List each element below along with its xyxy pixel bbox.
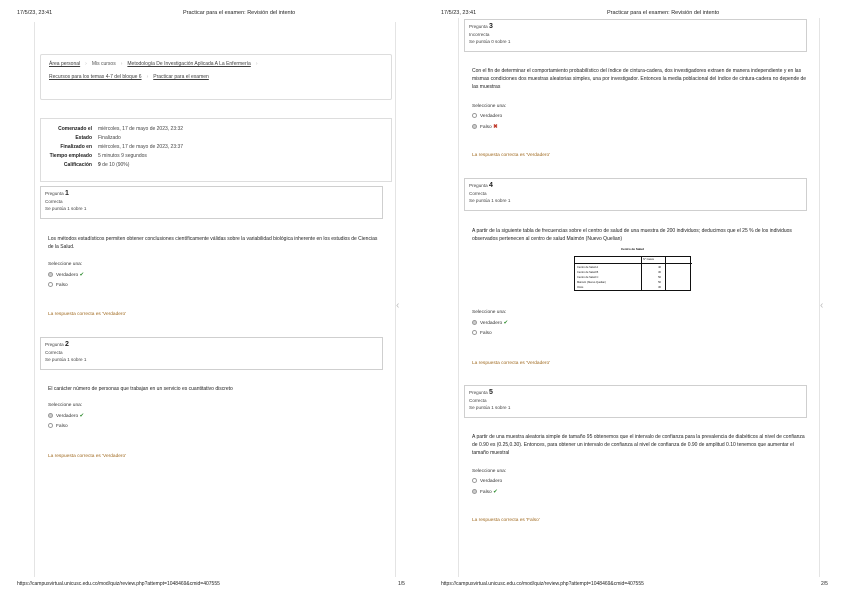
radio-icon[interactable] bbox=[472, 330, 477, 335]
correct-answer-5: La respuesta correcta es 'Falso' bbox=[472, 518, 540, 523]
question-status: Correcta bbox=[45, 349, 63, 355]
option-false[interactable] bbox=[472, 329, 508, 339]
freq-table-frame bbox=[574, 256, 691, 291]
correct-answer-2: La respuesta correcta es 'Verdadero' bbox=[48, 454, 127, 459]
breadcrumb-resources[interactable]: Recursos para los temas 4-7 del bloque 6 bbox=[49, 74, 142, 80]
summary-label: Calificación bbox=[63, 161, 92, 168]
question-points: Se puntúa 1 sobre 1 bbox=[469, 198, 511, 203]
freq-row-value: 40 bbox=[658, 266, 661, 269]
radio-icon[interactable] bbox=[48, 272, 53, 277]
question-points: Se puntúa 1 sobre 1 bbox=[45, 206, 87, 211]
option-false[interactable] bbox=[48, 281, 84, 291]
radio-icon[interactable] bbox=[472, 124, 477, 129]
option-label: Verdadero bbox=[480, 321, 503, 326]
option-false[interactable] bbox=[48, 422, 84, 432]
footer-page-number: 2/5 bbox=[821, 581, 828, 587]
question-number: 3 bbox=[488, 23, 493, 30]
option-label: Falso bbox=[480, 331, 492, 336]
correct-answer-4: La respuesta correcta es 'Verdadero' bbox=[472, 361, 551, 366]
question-text-3: Con el fin de determinar el comportamiento probabilístico del índice de cintura-cadera, dos investigadores extraen de manera independiente y en las mismas condiciones dos muestras aleatorias simples, una por investigador. Entonces la media poblacional del índice de cintura-cadera no depende de las muestras bbox=[472, 68, 807, 90]
option-label: Falso bbox=[480, 490, 492, 495]
question-status: Correcta bbox=[45, 198, 63, 204]
select-one-label: Seleccione una: bbox=[472, 104, 507, 109]
attempt-summary bbox=[40, 118, 392, 182]
freq-table-divider bbox=[575, 263, 692, 264]
breadcrumb-course[interactable]: Metodología De Investigación Aplicada A La Enfermería bbox=[127, 61, 251, 67]
freq-row-label: Maimón (Nuevo Quelian) bbox=[577, 281, 606, 284]
radio-icon[interactable] bbox=[472, 489, 477, 494]
question-options-3 bbox=[472, 102, 506, 133]
freq-row-value: 50 bbox=[658, 276, 661, 279]
breadcrumb-quiz[interactable]: Practicar para el examen bbox=[153, 74, 209, 80]
freq-row-label: Centro de Salud B bbox=[577, 271, 599, 274]
summary-label: Tiempo empleado bbox=[49, 152, 92, 159]
freq-row-label: Centro de Salud A bbox=[577, 266, 599, 269]
freq-table-values bbox=[645, 265, 661, 290]
question-status: Incorrecta bbox=[469, 31, 490, 37]
chevron-right-icon[interactable]: ‹ bbox=[820, 300, 824, 311]
option-label: Verdadero bbox=[480, 479, 503, 484]
question-points: Se puntúa 1 sobre 1 bbox=[45, 357, 87, 362]
summary-value: miércoles, 17 de mayo de 2023, 23:37 bbox=[98, 143, 184, 150]
radio-icon[interactable] bbox=[472, 113, 477, 118]
question-info-1 bbox=[40, 186, 383, 219]
check-icon: ✔ bbox=[79, 272, 85, 278]
question-options-5 bbox=[472, 467, 506, 498]
question-title: Pregunta bbox=[469, 183, 488, 188]
question-number: 1 bbox=[64, 190, 69, 197]
option-true[interactable] bbox=[48, 411, 84, 422]
question-info-5 bbox=[464, 385, 807, 418]
header-date: 17/5/23, 23:41 bbox=[17, 10, 53, 16]
question-title: Pregunta bbox=[469, 390, 488, 395]
frequency-table-image bbox=[574, 247, 691, 292]
summary-label: Comenzado el bbox=[58, 125, 92, 132]
breadcrumb-separator: › bbox=[120, 61, 123, 67]
footer-url: https://campusvirtual.unicusc.edu.co/mod/quiz/review.php?attempt=1048469&cmid=407555 bbox=[17, 581, 220, 587]
question-status: Correcta bbox=[469, 190, 487, 196]
grade-value: 9 bbox=[98, 161, 101, 168]
summary-grade bbox=[98, 160, 183, 169]
summary-value: 5 minutos 9 segundos bbox=[98, 152, 147, 159]
cross-icon: ✖ bbox=[493, 124, 498, 130]
option-false[interactable] bbox=[472, 487, 506, 498]
option-true[interactable] bbox=[472, 112, 506, 122]
radio-icon[interactable] bbox=[48, 423, 53, 428]
question-points: Se puntúa 1 sobre 1 bbox=[469, 405, 511, 410]
question-info-2 bbox=[40, 337, 383, 370]
question-status: Correcta bbox=[469, 397, 487, 403]
question-text-2: El carácter número de personas que trabajan en un servicio es cuantitativo discreto bbox=[48, 386, 233, 392]
footer-page-number: 1/5 bbox=[398, 581, 405, 587]
question-number: 5 bbox=[488, 389, 493, 396]
radio-icon[interactable] bbox=[48, 413, 53, 418]
freq-table-caption: Centro de Salud bbox=[620, 247, 644, 251]
page-sheet bbox=[458, 18, 820, 577]
check-icon: ✔ bbox=[79, 413, 85, 419]
check-icon: ✔ bbox=[503, 320, 509, 326]
summary-value: miércoles, 17 de mayo de 2023, 23:32 bbox=[98, 125, 184, 132]
breadcrumb-separator: › bbox=[146, 74, 149, 80]
correct-answer-3: La respuesta correcta es 'Verdadero' bbox=[472, 153, 551, 158]
breadcrumb-area-personal[interactable]: Área personal bbox=[49, 61, 81, 67]
question-number: 2 bbox=[64, 341, 69, 348]
question-options-2 bbox=[48, 401, 84, 432]
radio-icon[interactable] bbox=[472, 320, 477, 325]
radio-icon[interactable] bbox=[472, 478, 477, 483]
option-true[interactable] bbox=[472, 318, 508, 329]
freq-table-labels bbox=[577, 265, 641, 290]
question-options-1 bbox=[48, 260, 84, 291]
breadcrumb-mis-cursos[interactable]: Mis cursos bbox=[91, 61, 116, 67]
question-info-4 bbox=[464, 178, 807, 211]
freq-row-label: Centro de Salud C bbox=[577, 276, 599, 279]
option-label: Falso bbox=[480, 125, 492, 130]
select-one-label: Seleccione una: bbox=[472, 310, 507, 315]
option-label: Falso bbox=[56, 424, 68, 429]
question-text-1: Los métodos estadísticos permiten obtener conclusiones científicamente válidas sobre la variabilidad biológica inherente en los estudios de Ciencias de la Salud. bbox=[48, 236, 378, 250]
pdf-page-2 bbox=[424, 0, 848, 599]
freq-row-label: Otros bbox=[577, 286, 584, 289]
summary-value: Finalizado bbox=[98, 134, 121, 141]
grade-rest: de 10 (90%) bbox=[102, 161, 130, 168]
option-label: Verdadero bbox=[56, 414, 79, 419]
footer-url: https://campusvirtual.unicusc.edu.co/mod/quiz/review.php?attempt=1048469&cmid=407555 bbox=[441, 581, 644, 587]
header-date: 17/5/23, 23:41 bbox=[441, 10, 477, 16]
summary-label: Estado bbox=[75, 134, 92, 141]
question-info-3 bbox=[464, 19, 807, 52]
freq-row-value: 30 bbox=[658, 271, 661, 274]
select-one-label: Seleccione una: bbox=[48, 403, 83, 408]
page-sheet bbox=[34, 22, 396, 577]
option-label: Verdadero bbox=[56, 273, 79, 278]
option-label: Verdadero bbox=[480, 114, 503, 119]
question-title: Pregunta bbox=[45, 191, 64, 196]
breadcrumb-separator: › bbox=[255, 61, 258, 67]
question-title: Pregunta bbox=[469, 24, 488, 29]
option-true[interactable] bbox=[472, 477, 506, 487]
question-number: 4 bbox=[488, 182, 493, 189]
check-icon: ✔ bbox=[493, 489, 498, 495]
question-text-4: A partir de la siguiente tabla de frecuencias sobre el centro de salud de una muestra de 200 individuos; deducimos que el 25 % de los individuos observados pertenecen al centro de salud Maimón (Nuevo Quelian) bbox=[472, 228, 792, 242]
select-one-label: Seleccione una: bbox=[472, 469, 507, 474]
option-true[interactable] bbox=[48, 270, 84, 281]
header-title: Practicar para el examen: Revisión del intento bbox=[607, 10, 720, 16]
question-text-5: A partir de una muestra aleatoria simple de tamaño 95 obtenemos que el intervalo de confianza para la prevalencia de diabéticos al nivel de confianza de 0.90 es (0.25,0.30). Entonces, para obtener un intervalo de confianza al nivel de confianza de 0.90 de amplitud 0.10 tenemos que aumentar el tamaño muestral bbox=[472, 434, 805, 456]
freq-row-value: 30 bbox=[658, 286, 661, 289]
breadcrumb bbox=[40, 54, 392, 100]
question-options-4 bbox=[472, 308, 508, 339]
question-title: Pregunta bbox=[45, 342, 64, 347]
correct-answer-1: La respuesta correcta es 'Verdadero' bbox=[48, 312, 127, 317]
radio-icon[interactable] bbox=[48, 282, 53, 287]
header-title: Practicar para el examen: Revisión del intento bbox=[183, 10, 296, 16]
option-false[interactable] bbox=[472, 122, 506, 133]
freq-table-header: N° Casos bbox=[643, 258, 654, 261]
question-points: Se puntúa 0 sobre 1 bbox=[469, 39, 511, 44]
breadcrumb-separator: › bbox=[85, 61, 87, 67]
summary-label: Finalizado en bbox=[60, 143, 92, 150]
select-one-label: Seleccione una: bbox=[48, 262, 83, 267]
chevron-left-icon[interactable]: ‹ bbox=[396, 300, 400, 311]
freq-row-value: 50 bbox=[658, 281, 661, 284]
option-label: Falso bbox=[56, 283, 68, 288]
